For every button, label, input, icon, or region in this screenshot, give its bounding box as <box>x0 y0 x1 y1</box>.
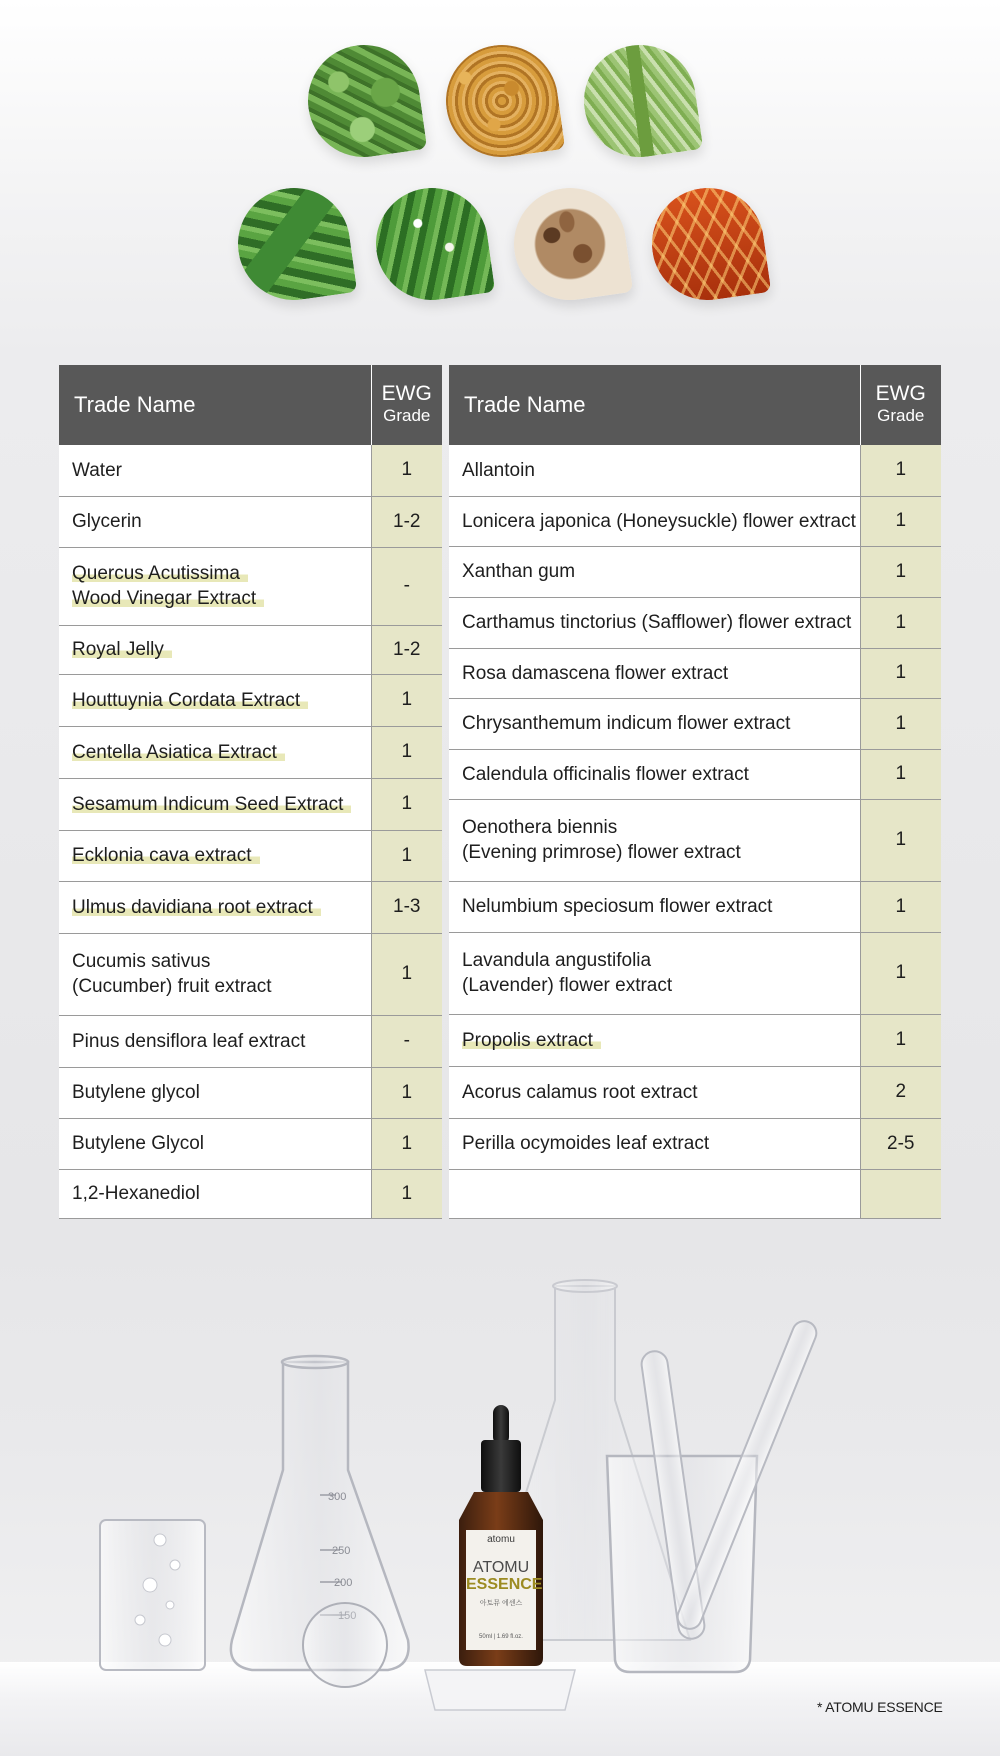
ewg-grade: 1 <box>860 749 941 799</box>
ewg-grade-header: EWG Grade <box>860 365 941 445</box>
ingredient-name: Cucumis sativus (Cucumber) fruit extract <box>59 933 371 1015</box>
table-row <box>59 933 442 1015</box>
acrylic-block <box>425 1670 575 1710</box>
empty-grade-cell <box>860 1169 941 1218</box>
houttuynia-plant-image <box>369 181 495 307</box>
table-header <box>59 365 442 445</box>
ewg-grade: 1 <box>860 648 941 698</box>
ewg-grade: 1 <box>371 1118 442 1169</box>
table-row <box>59 1067 442 1118</box>
ingredient-name: Ulmus davidiana root extract <box>59 881 371 933</box>
ingredient-name: 1,2-Hexanediol <box>59 1169 371 1218</box>
table-row <box>59 445 442 496</box>
ewg-grade: - <box>371 547 442 625</box>
ewg-grade: 2-5 <box>860 1118 941 1169</box>
ingredient-name: Allantoin <box>449 445 860 496</box>
bottle-volume: 50ml | 1.69 fl.oz. <box>479 1634 523 1640</box>
herb-sprig-image <box>577 38 703 164</box>
ingredient-name: Xanthan gum <box>449 546 860 597</box>
ingredient-name: Oenothera biennis (Evening primrose) flower extract <box>449 799 860 881</box>
ewg-grade: 1-2 <box>371 496 442 547</box>
ingredient-name: Pinus densiflora leaf extract <box>59 1015 371 1067</box>
trade-name-header: Trade Name <box>59 365 371 445</box>
ewg-grade: 1-2 <box>371 625 442 674</box>
table-row <box>449 496 941 546</box>
table-row <box>449 698 941 749</box>
ingredients-table-right <box>449 365 941 1219</box>
ewg-grade: 1 <box>860 546 941 597</box>
table-row <box>449 749 941 799</box>
ingredient-name: Glycerin <box>59 496 371 547</box>
table-row <box>59 778 442 830</box>
lab-glassware-scene <box>0 1240 1000 1756</box>
table-row <box>59 547 442 625</box>
ewg-grade: 1 <box>860 698 941 749</box>
table-row <box>59 726 442 778</box>
ingredient-name: Quercus Acutissima Wood Vinegar Extract <box>59 547 371 625</box>
glassware-illustration <box>0 1240 1000 1756</box>
mugwort-leaf-image <box>301 38 427 164</box>
flask-mark-300: 300 <box>328 1491 347 1503</box>
dried-root-image <box>507 181 633 307</box>
table-row <box>59 625 442 674</box>
bottle-brand-logo: atomu <box>487 1534 515 1545</box>
ewg-grade: 1 <box>371 933 442 1015</box>
ewg-grade: - <box>371 1015 442 1067</box>
ingredient-name: Water <box>59 445 371 496</box>
flask-mark-200: 200 <box>334 1577 353 1589</box>
ingredient-name: Ecklonia cava extract <box>59 830 371 881</box>
ingredient-name: Lonicera japonica (Honeysuckle) flower extract <box>449 496 860 546</box>
ewg-grade: 1 <box>371 830 442 881</box>
ingredient-name: Butylene Glycol <box>59 1118 371 1169</box>
ewg-grade: 1 <box>860 597 941 648</box>
ingredient-name: Acorus calamus root extract <box>449 1066 860 1118</box>
table-row <box>59 881 442 933</box>
ingredient-name: Rosa damascena flower extract <box>449 648 860 698</box>
cucumber-image <box>231 181 357 307</box>
honeycomb-image <box>645 181 771 307</box>
bee-pollen-image <box>439 38 565 164</box>
table-row <box>449 546 941 597</box>
glass-sphere <box>303 1603 387 1687</box>
ewg-grade: 1 <box>860 496 941 546</box>
table-row <box>449 1066 941 1118</box>
ewg-grade: 2 <box>860 1066 941 1118</box>
table-row <box>59 496 442 547</box>
ewg-grade: 1 <box>860 445 941 496</box>
empty-cell <box>449 1169 860 1218</box>
ingredient-name: Royal Jelly <box>59 625 371 674</box>
ingredient-name: Propolis extract <box>449 1014 860 1066</box>
bottle-korean-name: 아토뮤 에센스 <box>479 1600 523 1607</box>
flask-mark-250: 250 <box>332 1545 351 1557</box>
table-row <box>59 830 442 881</box>
table-row <box>449 881 941 932</box>
ewg-grade: 1 <box>860 932 941 1014</box>
bottle-product-name-line1: ATOMU <box>472 1559 530 1576</box>
small-beaker <box>100 1520 205 1670</box>
product-footnote: * ATOMU ESSENCE <box>817 1699 943 1715</box>
ingredient-name: Lavandula angustifolia (Lavender) flower extract <box>449 932 860 1014</box>
table-row <box>449 1014 941 1066</box>
ewg-grade: 1 <box>371 445 442 496</box>
bottle-product-name-line2: ESSENCE <box>466 1576 543 1593</box>
ingredient-name: Perilla ocymoides leaf extract <box>449 1118 860 1169</box>
ingredient-name: Sesamum Indicum Seed Extract <box>59 778 371 830</box>
table-row <box>449 932 941 1014</box>
ingredient-name: Centella Asiatica Extract <box>59 726 371 778</box>
ingredient-name: Nelumbium speciosum flower extract <box>449 881 860 932</box>
ewg-grade: 1 <box>371 1169 442 1218</box>
ewg-grade: 1 <box>860 881 941 932</box>
table-row <box>449 445 941 496</box>
ingredient-name: Carthamus tinctorius (Safflower) flower extract <box>449 597 860 648</box>
ewg-grade: 1 <box>860 1014 941 1066</box>
table-row <box>59 674 442 726</box>
table-row <box>59 1169 442 1218</box>
ingredient-name: Chrysanthemum indicum flower extract <box>449 698 860 749</box>
table-header <box>449 365 941 445</box>
ingredient-name: Butylene glycol <box>59 1067 371 1118</box>
table-row <box>59 1015 442 1067</box>
table-row <box>449 648 941 698</box>
table-row <box>59 1118 442 1169</box>
ewg-grade: 1-3 <box>371 881 442 933</box>
table-row <box>449 597 941 648</box>
table-row <box>449 1118 941 1169</box>
ewg-grade-header: EWG Grade <box>371 365 442 445</box>
table-row <box>449 799 941 881</box>
ingredient-name: Calendula officinalis flower extract <box>449 749 860 799</box>
table-row-empty <box>449 1169 941 1218</box>
ingredient-name: Houttuynia Cordata Extract <box>59 674 371 726</box>
ewg-grade: 1 <box>860 799 941 881</box>
trade-name-header: Trade Name <box>449 365 860 445</box>
ewg-grade: 1 <box>371 778 442 830</box>
ewg-grade: 1 <box>371 674 442 726</box>
ewg-grade: 1 <box>371 1067 442 1118</box>
ewg-grade: 1 <box>371 726 442 778</box>
ingredients-table-left <box>59 365 442 1219</box>
ingredient-images <box>0 0 1000 320</box>
